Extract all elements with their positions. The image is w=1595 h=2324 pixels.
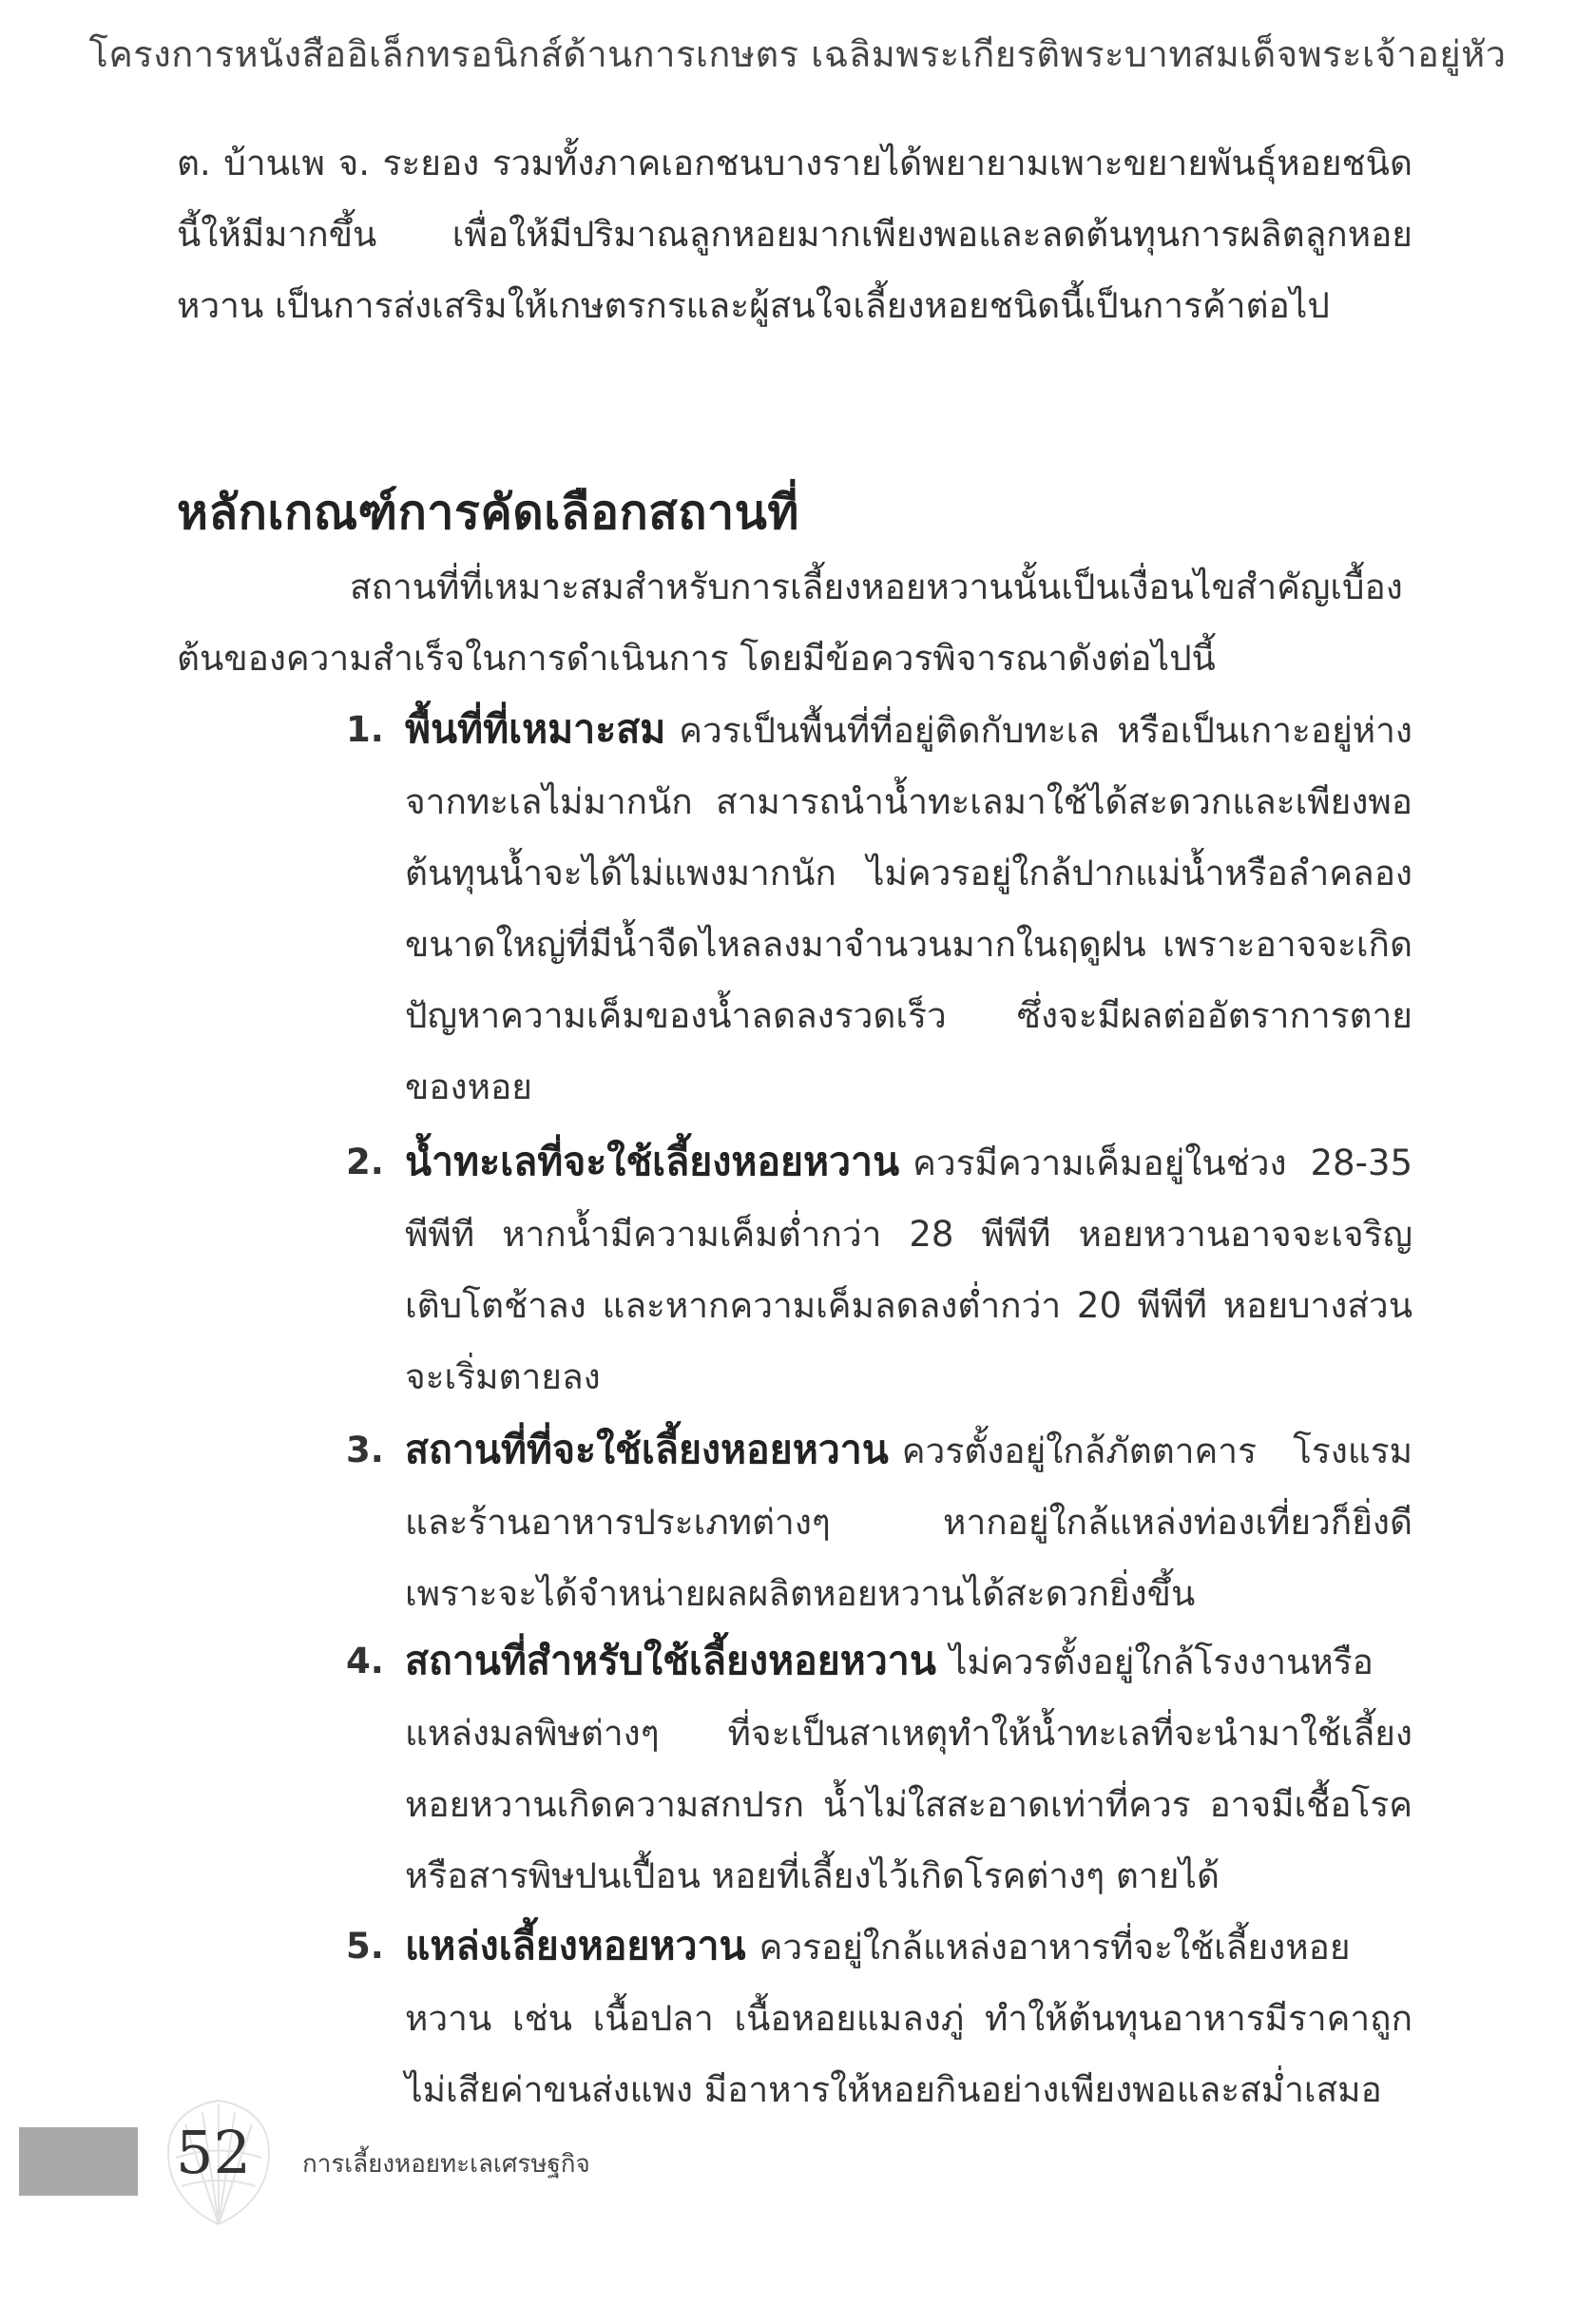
criterion-lead: แหล่งเลี้ยงหอยหวาน — [405, 1923, 746, 1969]
criterion-lead: สถานที่สำหรับใช้เลี้ยงหอยหวาน — [405, 1638, 936, 1683]
section-title: หลักเกณฑ์การคัดเลือกสถานที่ — [177, 485, 799, 540]
running-header: โครงการหนังสืออิเล็กทรอนิกส์ด้านการเกษตร เฉลิมพระเกียรติพระบาทสมเด็จพระเจ้าอยู่หัว — [88, 33, 1507, 75]
criterion-location-market — [346, 1414, 1412, 1629]
criterion-suitable-area — [346, 694, 1412, 1123]
criterion-number: 5. — [346, 1926, 384, 1967]
intro-paragraph: ต. บ้านเพ จ. ระยอง รวมทั้งภาคเอกชนบางรายได้พยายามเพาะขยายพันธุ์หอยชนิดนี้ให้มีมากขึ้น เพื่อให้มีปริมาณลูกหอยมากเพียงพอและลดต้นทุนการผลิตลูกหอยหวาน เป็นการส่งเสริมให้เกษตรกรและผู้สนใจเลี้ยงหอยชนิดนี้เป็นการค้าต่อไป — [177, 143, 1412, 326]
criterion-number: 1. — [346, 709, 384, 750]
criterion-number: 4. — [346, 1641, 384, 1681]
criterion-lead: พื้นที่ที่เหมาะสม — [405, 706, 666, 752]
criterion-text: ควรตั้งอยู่ใกล้ภัตตาคาร โรงแรม และร้านอาหารประเภทต่างๆ หากอยู่ใกล้แหล่งท่องเที่ยวก็ยิ่งดี เพราะจะได้จำหน่ายผลผลิตหอยหวานได้สะดวกยิ่งขึ้น — [405, 1431, 1412, 1614]
criterion-number: 3. — [346, 1430, 384, 1470]
page-number: 52 — [176, 2118, 251, 2187]
criterion-text: ควรมีความเค็มอยู่ในช่วง 28-35 พีพีที หากน้ำมีความเค็มต่ำกว่า 28 พีพีที หอยหวานอาจจะเจริญเติบโตช้าลง และหากความเค็มลดลงต่ำกว่า 20 พีพีที หอยบางส่วนจะเริ่มตายลง — [405, 1143, 1412, 1397]
criterion-lead: น้ำทะเลที่จะใช้เลี้ยงหอยหวาน — [405, 1139, 900, 1184]
criterion-seawater — [346, 1126, 1412, 1412]
criterion-location-pollution — [346, 1625, 1412, 1911]
footer-book-title: การเลี้ยงหอยทะเลเศรษฐกิจ — [302, 2150, 590, 2179]
criterion-text: ควรอยู่ใกล้แหล่งอาหารที่จะใช้เลี้ยงหอยหวาน เช่น เนื้อปลา เนื้อหอยแมลงภู่ ทำให้ต้นทุนอาหารมีราคาถูก ไม่เสียค่าขนส่งแพง มีอาหารให้หอยกินอย่างเพียงพอและสม่ำเสมอ — [405, 1927, 1412, 2110]
criterion-text: ควรเป็นพื้นที่ที่อยู่ติดกับทะเล หรือเป็นเกาะอยู่ห่างจากทะเลไม่มากนัก สามารถนำน้ำทะเลมาใช้ได้สะดวกและเพียงพอ ต้นทุนน้ำจะได้ไม่แพงมากนัก ไม่ควรอยู่ใกล้ปากแม่น้ำหรือลำคลองขนาดใหญ่ที่มีน้ำจืดไหลลงมาจำนวนมากในฤดูฝน เพราะอาจจะเกิดปัญหาความเค็มของน้ำลดลงรวดเร็ว ซึ่งจะมีผลต่ออัตราการตายของหอย — [405, 710, 1412, 1107]
criterion-text: ไม่ควรตั้งอยู่ใกล้โรงงานหรือแหล่งมลพิษต่างๆ ที่จะเป็นสาเหตุทำให้น้ำทะเลที่จะนำมาใช้เลี้ยงหอยหวานเกิดความสกปรก น้ำไม่ใสสะอาดเท่าที่ควร อาจมีเชื้อโรคหรือสารพิษปนเปื้อน หอยที่เลี้ยงไว้เกิดโรคต่างๆ ตายได้ — [405, 1642, 1412, 1896]
criterion-number: 2. — [346, 1142, 384, 1182]
section-intro-paragraph: สถานที่ที่เหมาะสมสำหรับการเลี้ยงหอยหวานนั้นเป็นเงื่อนไขสำคัญเบื้องต้นของความสำเร็จในการดำเนินการ โดยมีข้อควรพิจารณาดังต่อไปนี้ — [177, 567, 1403, 679]
criterion-lead: สถานที่ที่จะใช้เลี้ยงหอยหวาน — [405, 1427, 889, 1472]
footer-gray-block — [19, 2127, 138, 2196]
criterion-food-source — [346, 1911, 1412, 2125]
